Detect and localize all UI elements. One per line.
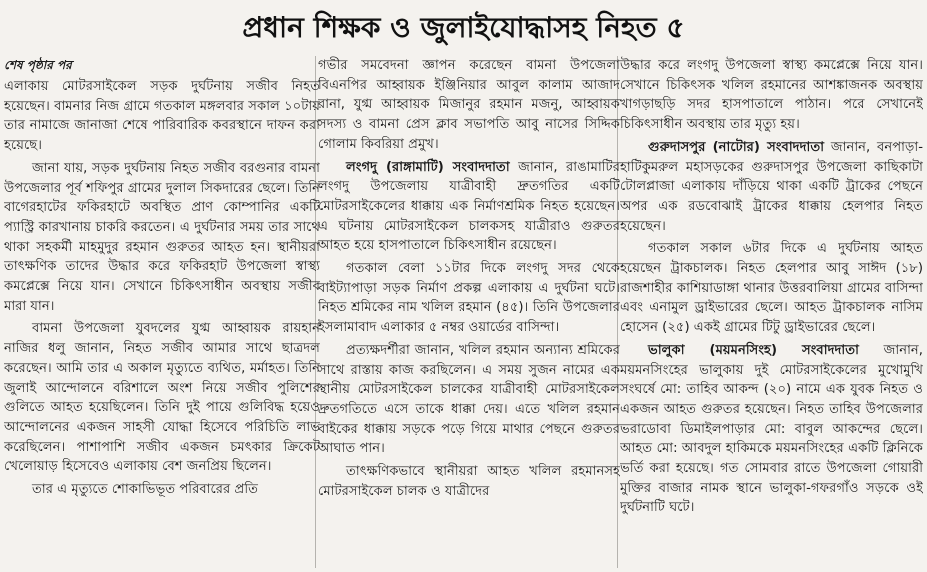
col1-paragraph-4: তার এ মৃত্যুতে শোকাভিভূত পরিবারের প্রতি bbox=[32, 482, 259, 498]
col3-paragraph-2 bbox=[620, 138, 923, 237]
col2-paragraph-3: গতকাল বেলা ১১টার দিকে লংগদু সদর থেকে বাইট্যাপাড়া সড়ক নির্মাণ প্রকল্প এলাকায় এ দুর্ঘটনা ঘটে। নিহত শ্রমিকের নাম খলিল রহমান (৪৫)। তিনি উপজেলার ইসলামাবাদ এলাকার ৫ নম্বর ওয়ার্ডের বাসিন্দা। bbox=[318, 261, 620, 336]
col3-paragraph-2-text: জানান, বনপাড়া-হাটিকুমরুল মহাসড়কের গুরুদাসপুর উপজেলা কাছিকাটা টোলপ্লাজা এলাকায় দাঁড়িয়ে থাকা একটি ট্রাকের পেছনে অপর এক রডবোঝাই ট্রাকের ধাক্কায় হেলপার নিহত হয়েছেন। bbox=[620, 139, 923, 234]
headline: প্রধান শিক্ষক ও জুলাইযোদ্ধাসহ নিহত ৫ bbox=[242, 11, 685, 44]
col2-paragraph-1: গভীর সমবেদনা জ্ঞাপন করেছেন বামনা উপজেলা বিএনপির আহ্বায়ক ইঞ্জিনিয়ার আবুল কালাম আজাদ রানা, যুগ্ম আহ্বায়ক মিজানুর রহমান মজনু, আহ্বায়ক সদস্য ও বামনা প্রেস ক্লাব সভাপতি আবু নাসের সিদ্দিক গোলাম কিবরিয়া প্রমুখ। bbox=[318, 58, 620, 152]
col1-paragraph-2: জানা যায়, সড়ক দুর্ঘটনায় নিহত সজীব বরগুনার বামনা উপজেলার পূর্ব শফিপুর গ্রামের দুলাল সিকদারের ছেলে। তিনি বাগেরহাটের ফকিরহাটে অবস্থিত প্রাণ কোম্পানির একটি প্যাস্ট্রি কারখানায় চাকরি করতেন। এ দুর্ঘটনার সময় তার সাথে থাকা সহকর্মী মাহমুদুর রহমান গুরুতর আহত হন। স্থানীয়রা তাৎক্ষণিক তাদের উদ্ধার করে ফকিরহাট উপজেলা স্বাস্থ্য কমপ্লেক্সে নিয়ে যান। সেখানে চিকিৎসাধীন অবস্থায় সজীব মারা যান। bbox=[4, 160, 320, 314]
col2-paragraph-5: তাৎক্ষণিকভাবে স্থানীয়রা আহত খলিল রহমানসহ মোটরসাইকেল চালক ও যাত্রীদের bbox=[318, 464, 620, 499]
col2-paragraph-2-text: জানান, রাঙামাটির লংগদু উপজেলায় যাত্রীবাহী দ্রুতগতির একটি মোটরসাইকেলের ধাক্কায় এক নির্মাণশ্রমিক নিহত হয়েছেন। এ ঘটনায় মোটরসাইকেল চালকসহ যাত্রীরাও গুরুতর আহত হয়ে হাসপাতালে চিকিৎসাধীন রয়েছেন। bbox=[318, 159, 620, 254]
col3-paragraph-3: গতকাল সকাল ৬টার দিকে এ দুর্ঘটনায় আহত হয়েছেন ট্রাকচালক। নিহত হেলপার আবু সাঈদ (১৮) রাজশাহীর কাশিয়াডাঙ্গা থানার উত্তরবালিয়া গ্রামের বাসিন্দা এবং এনামুল ড্রাইভারের ছেলে। আহত ট্রাকচালক নাসিম হোসেন (২৫) একই গ্রামের টিটু ড্রাইভারের ছেলে। bbox=[620, 241, 923, 336]
col3-paragraph-4 bbox=[620, 341, 923, 518]
col1-paragraph-3: বামনা উপজেলা যুবদলের যুগ্ম আহ্বায়ক রায়হান নাজির ধলু জানান, নিহত সজীব আমার সাথে ছাত্রদল করেছেন। আমি তার এ অকাল মৃত্যুতে ব্যথিত, মর্মাহত। তিনি জুলাই আন্দোলনে বরিশালে অংশ নিয়ে সজীব পুলিশের গুলিতে আহত হয়েছিলেন। তিনি দুই পায়ে গুলিবিদ্ধ হয়েও আন্দোলনের একজন সাহসী যোদ্ধা হিসেবে পরিচিতি লাভ করেছিলেন। পাশাপাশি সজীব একজন চমৎকার ক্রিকেট খেলোয়াড় হিসেবেও এলাকায় বেশ জনপ্রিয় ছিলেন। bbox=[4, 321, 320, 475]
article-column-3 bbox=[620, 56, 923, 572]
dateline-longadu: লংগদু (রাঙ্গামাটি) সংবাদদাতা bbox=[346, 159, 510, 175]
article-column-1 bbox=[4, 56, 320, 572]
col2-paragraph-4: প্রত্যক্ষদর্শীরা জানান, খলিল রহমান অন্যান্য শ্রমিকের সাথে রাস্তায় কাজ করছিলেন। এ সময় সুজন নামের এক স্থানীয় মোটরসাইকেল চালকের যাত্রীবাহী মোটরসাইকেল দ্রুতগতিতে এসে তাকে ধাক্কা দেয়। এতে খলিল রহমান বাইকের ধাক্কায় সড়কে পড়ে গিয়ে মাথার পেছনে গুরুতর আঘাত পান। bbox=[318, 342, 620, 457]
article-column-2 bbox=[318, 56, 620, 572]
col1-paragraph-1: এলাকায় মোটরসাইকেল সড়ক দুর্ঘটনায় সজীব নিহত হয়েছেন। বামনার নিজ গ্রামে গতকাল মঙ্গলবার সকাল ১০টায় তার নামাজে জানাজা শেষে পারিবারিক কবরস্থানে দাফন করা হয়েছে। bbox=[4, 79, 320, 154]
dateline-gurudaspur: গুরুদাসপুর (নাটোর) সংবাদদাতা bbox=[648, 139, 825, 155]
col3-paragraph-1: উদ্ধার করে লংগদু উপজেলা স্বাস্থ্য কমপ্লেক্সে নিয়ে যান। সেখানে চিকিৎসক খলিল রহমানের আশঙ্কাজনক অবস্থায় খাগড়াছড়ি সদর হাসপাতালে পাঠান। পরে সেখানেই চিকিৎসাধীন অবস্থায় তার মৃত্যু হয়। bbox=[620, 58, 923, 133]
dateline-bhaluka: ভালুকা (ময়মনসিংহ) সংবাদদাতা bbox=[648, 342, 859, 358]
col2-paragraph-2 bbox=[318, 158, 620, 257]
continued-kicker: শেষ পৃষ্ঠার পর bbox=[4, 58, 72, 72]
col3-paragraph-4-text: জানান, ময়মনসিংহের ভালুকায় দুই মোটরসাইকেলের মুখোমুখি সংঘর্ষে মো: তাহিব আকন্দ (২০) নামে এক যুবক নিহত ও একজন আহত গুরুতর হয়েছেন। নিহত তাহিব উপজেলার ভরাডোবা ডিমাইলপাড়ার মো: বাবুল আকন্দের ছেলে। আহত মো: আবদুল হাকিমকে ময়মনসিংহের একটি ক্লিনিকে ভর্তি করা হয়েছে। গত সোমবার রাতে উপজেলা গোয়ারী মুক্তির বাজার নামক স্থানে ভালুকা-গফরগাঁও সড়কে ওই দুর্ঘটনাটি ঘটে। bbox=[620, 342, 923, 516]
